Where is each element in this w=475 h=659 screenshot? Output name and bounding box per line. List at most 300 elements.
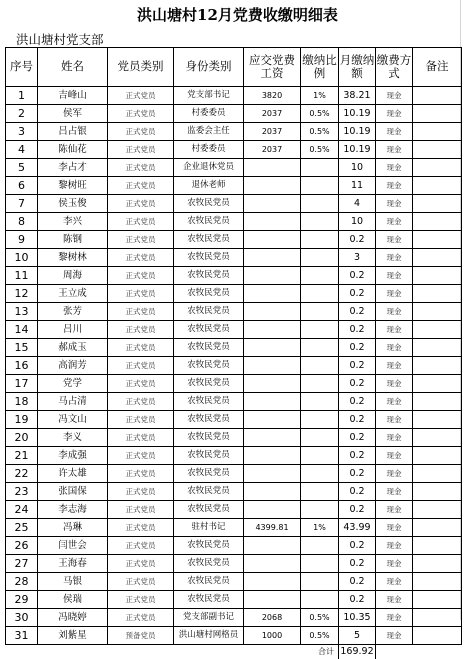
row-seq: 23 bbox=[6, 483, 38, 501]
table-row bbox=[6, 393, 462, 411]
row-name: 马银 bbox=[38, 573, 108, 591]
table-row bbox=[6, 141, 462, 159]
row-note bbox=[413, 303, 462, 321]
row-member-type: 正式党员 bbox=[108, 87, 174, 105]
row-identity: 农牧民党员 bbox=[174, 375, 244, 393]
row-name: 刘紫星 bbox=[38, 627, 108, 645]
row-name: 吕川 bbox=[38, 321, 108, 339]
row-wage bbox=[244, 375, 301, 393]
row-wage bbox=[244, 285, 301, 303]
row-member-type: 正式党员 bbox=[108, 195, 174, 213]
table-row bbox=[6, 357, 462, 375]
row-name: 李志海 bbox=[38, 501, 108, 519]
header-name: 姓名 bbox=[38, 48, 108, 87]
row-monthly-fee: 38.21 bbox=[339, 87, 376, 105]
total-row bbox=[6, 645, 462, 659]
row-member-type: 正式党员 bbox=[108, 357, 174, 375]
row-seq: 28 bbox=[6, 573, 38, 591]
row-monthly-fee: 10 bbox=[339, 213, 376, 231]
row-pay-method: 现金 bbox=[376, 195, 413, 213]
row-member-type: 正式党员 bbox=[108, 537, 174, 555]
table-row bbox=[6, 213, 462, 231]
row-member-type: 正式党员 bbox=[108, 159, 174, 177]
row-identity: 农牧民党员 bbox=[174, 231, 244, 249]
row-pay-method: 现金 bbox=[376, 465, 413, 483]
row-pay-method: 现金 bbox=[376, 303, 413, 321]
row-seq: 21 bbox=[6, 447, 38, 465]
row-rate bbox=[301, 465, 339, 483]
row-seq: 6 bbox=[6, 177, 38, 195]
row-pay-method: 现金 bbox=[376, 105, 413, 123]
row-identity: 农牧民党员 bbox=[174, 555, 244, 573]
row-name: 吉峰山 bbox=[38, 87, 108, 105]
row-identity: 农牧民党员 bbox=[174, 573, 244, 591]
row-name: 闫世会 bbox=[38, 537, 108, 555]
table-row bbox=[6, 447, 462, 465]
row-seq: 30 bbox=[6, 609, 38, 627]
row-wage bbox=[244, 537, 301, 555]
row-pay-method: 现金 bbox=[376, 123, 413, 141]
row-name: 吕占银 bbox=[38, 123, 108, 141]
row-monthly-fee: 0.2 bbox=[339, 537, 376, 555]
row-note bbox=[413, 411, 462, 429]
table-row bbox=[6, 411, 462, 429]
row-rate bbox=[301, 537, 339, 555]
row-name: 张芳 bbox=[38, 303, 108, 321]
row-note bbox=[413, 177, 462, 195]
row-member-type: 正式党员 bbox=[108, 483, 174, 501]
row-pay-method: 现金 bbox=[376, 357, 413, 375]
row-identity: 农牧民党员 bbox=[174, 249, 244, 267]
table-row bbox=[6, 177, 462, 195]
row-wage bbox=[244, 357, 301, 375]
row-pay-method: 现金 bbox=[376, 591, 413, 609]
row-identity: 农牧民党员 bbox=[174, 267, 244, 285]
row-member-type: 正式党员 bbox=[108, 141, 174, 159]
row-monthly-fee: 11 bbox=[339, 177, 376, 195]
row-note bbox=[413, 159, 462, 177]
row-note bbox=[413, 447, 462, 465]
table-row bbox=[6, 591, 462, 609]
row-seq: 15 bbox=[6, 339, 38, 357]
table-row bbox=[6, 105, 462, 123]
table-row bbox=[6, 483, 462, 501]
row-member-type: 正式党员 bbox=[108, 177, 174, 195]
row-note bbox=[413, 213, 462, 231]
row-monthly-fee: 3 bbox=[339, 249, 376, 267]
row-wage: 3820 bbox=[244, 87, 301, 105]
row-pay-method: 现金 bbox=[376, 609, 413, 627]
table-row bbox=[6, 555, 462, 573]
row-seq: 7 bbox=[6, 195, 38, 213]
row-rate bbox=[301, 573, 339, 591]
row-monthly-fee: 0.2 bbox=[339, 321, 376, 339]
dues-table bbox=[5, 47, 462, 659]
row-seq: 27 bbox=[6, 555, 38, 573]
row-identity: 农牧民党员 bbox=[174, 195, 244, 213]
row-seq: 29 bbox=[6, 591, 38, 609]
row-member-type: 预备党员 bbox=[108, 627, 174, 645]
row-pay-method: 现金 bbox=[376, 177, 413, 195]
row-rate: 0.5% bbox=[301, 105, 339, 123]
row-seq: 12 bbox=[6, 285, 38, 303]
row-seq: 11 bbox=[6, 267, 38, 285]
row-pay-method: 现金 bbox=[376, 537, 413, 555]
row-member-type: 正式党员 bbox=[108, 267, 174, 285]
row-identity: 监委会主任 bbox=[174, 123, 244, 141]
row-wage bbox=[244, 555, 301, 573]
row-identity: 农牧民党员 bbox=[174, 501, 244, 519]
row-identity: 农牧民党员 bbox=[174, 393, 244, 411]
row-rate bbox=[301, 591, 339, 609]
row-rate bbox=[301, 177, 339, 195]
row-note bbox=[413, 141, 462, 159]
row-identity: 农牧民党员 bbox=[174, 339, 244, 357]
row-pay-method: 现金 bbox=[376, 573, 413, 591]
row-monthly-fee: 10.35 bbox=[339, 609, 376, 627]
table-row bbox=[6, 159, 462, 177]
row-monthly-fee: 0.2 bbox=[339, 375, 376, 393]
row-monthly-fee: 10.19 bbox=[339, 105, 376, 123]
row-rate: 1% bbox=[301, 87, 339, 105]
row-member-type: 正式党员 bbox=[108, 573, 174, 591]
header-monthly: 月缴纳额 bbox=[339, 48, 376, 87]
table-row bbox=[6, 339, 462, 357]
header-row bbox=[6, 48, 462, 87]
row-rate bbox=[301, 501, 339, 519]
row-pay-method: 现金 bbox=[376, 447, 413, 465]
row-seq: 8 bbox=[6, 213, 38, 231]
row-rate bbox=[301, 213, 339, 231]
table-row bbox=[6, 465, 462, 483]
row-seq: 19 bbox=[6, 411, 38, 429]
row-monthly-fee: 0.2 bbox=[339, 483, 376, 501]
row-monthly-fee: 5 bbox=[339, 627, 376, 645]
row-wage: 2037 bbox=[244, 105, 301, 123]
row-monthly-fee: 0.2 bbox=[339, 429, 376, 447]
row-note bbox=[413, 429, 462, 447]
row-wage: 1000 bbox=[244, 627, 301, 645]
row-identity: 退休老师 bbox=[174, 177, 244, 195]
row-seq: 24 bbox=[6, 501, 38, 519]
row-identity: 农牧民党员 bbox=[174, 303, 244, 321]
row-rate bbox=[301, 267, 339, 285]
row-note bbox=[413, 573, 462, 591]
row-member-type: 正式党员 bbox=[108, 375, 174, 393]
row-note bbox=[413, 609, 462, 627]
row-name: 李兴 bbox=[38, 213, 108, 231]
row-name: 陈钢 bbox=[38, 231, 108, 249]
header-wage: 应交党费工资 bbox=[244, 48, 301, 87]
row-member-type: 正式党员 bbox=[108, 321, 174, 339]
row-member-type: 正式党员 bbox=[108, 555, 174, 573]
row-wage bbox=[244, 339, 301, 357]
row-monthly-fee: 0.2 bbox=[339, 573, 376, 591]
row-member-type: 正式党员 bbox=[108, 501, 174, 519]
table-row bbox=[6, 627, 462, 645]
row-seq: 2 bbox=[6, 105, 38, 123]
row-rate bbox=[301, 357, 339, 375]
row-note bbox=[413, 195, 462, 213]
row-name: 张国保 bbox=[38, 483, 108, 501]
row-name: 李占才 bbox=[38, 159, 108, 177]
row-wage bbox=[244, 573, 301, 591]
row-rate bbox=[301, 159, 339, 177]
row-seq: 4 bbox=[6, 141, 38, 159]
header-identity: 身份类别 bbox=[174, 48, 244, 87]
row-monthly-fee: 0.2 bbox=[339, 357, 376, 375]
row-pay-method: 现金 bbox=[376, 249, 413, 267]
row-wage bbox=[244, 213, 301, 231]
row-monthly-fee: 0.2 bbox=[339, 411, 376, 429]
row-name: 黎树林 bbox=[38, 249, 108, 267]
row-wage bbox=[244, 465, 301, 483]
row-rate bbox=[301, 249, 339, 267]
row-note bbox=[413, 537, 462, 555]
row-seq: 22 bbox=[6, 465, 38, 483]
row-wage bbox=[244, 429, 301, 447]
table-row bbox=[6, 537, 462, 555]
row-pay-method: 现金 bbox=[376, 555, 413, 573]
row-identity: 农牧民党员 bbox=[174, 357, 244, 375]
row-wage: 2037 bbox=[244, 141, 301, 159]
row-member-type: 正式党员 bbox=[108, 393, 174, 411]
row-name: 高润芳 bbox=[38, 357, 108, 375]
row-name: 王立成 bbox=[38, 285, 108, 303]
row-rate: 0.5% bbox=[301, 141, 339, 159]
row-identity: 企业退休党员 bbox=[174, 159, 244, 177]
table-row bbox=[6, 195, 462, 213]
row-rate bbox=[301, 339, 339, 357]
row-note bbox=[413, 501, 462, 519]
row-rate bbox=[301, 429, 339, 447]
row-pay-method: 现金 bbox=[376, 429, 413, 447]
header-note: 备注 bbox=[413, 48, 462, 87]
row-monthly-fee: 0.2 bbox=[339, 231, 376, 249]
row-name: 许太雄 bbox=[38, 465, 108, 483]
header-member-type: 党员类别 bbox=[108, 48, 174, 87]
row-wage bbox=[244, 267, 301, 285]
header-rate: 缴纳比例 bbox=[301, 48, 339, 87]
row-monthly-fee: 0.2 bbox=[339, 465, 376, 483]
row-seq: 20 bbox=[6, 429, 38, 447]
row-member-type: 正式党员 bbox=[108, 231, 174, 249]
row-seq: 13 bbox=[6, 303, 38, 321]
row-pay-method: 现金 bbox=[376, 285, 413, 303]
row-identity: 党支部副书记 bbox=[174, 609, 244, 627]
row-note bbox=[413, 267, 462, 285]
row-note bbox=[413, 555, 462, 573]
row-identity: 农牧民党员 bbox=[174, 537, 244, 555]
row-identity: 驻村书记 bbox=[174, 519, 244, 537]
row-note bbox=[413, 591, 462, 609]
row-note bbox=[413, 249, 462, 267]
row-monthly-fee: 0.2 bbox=[339, 501, 376, 519]
total-value: 169.92 bbox=[339, 645, 376, 659]
row-identity: 党支部书记 bbox=[174, 87, 244, 105]
row-seq: 18 bbox=[6, 393, 38, 411]
table-row bbox=[6, 375, 462, 393]
row-wage bbox=[244, 501, 301, 519]
row-note bbox=[413, 321, 462, 339]
row-name: 党学 bbox=[38, 375, 108, 393]
row-member-type: 正式党员 bbox=[108, 519, 174, 537]
row-note bbox=[413, 465, 462, 483]
row-rate bbox=[301, 195, 339, 213]
row-rate bbox=[301, 447, 339, 465]
row-wage bbox=[244, 303, 301, 321]
row-name: 周海 bbox=[38, 267, 108, 285]
table-row bbox=[6, 267, 462, 285]
row-seq: 26 bbox=[6, 537, 38, 555]
row-member-type: 正式党员 bbox=[108, 339, 174, 357]
row-member-type: 正式党员 bbox=[108, 213, 174, 231]
row-seq: 3 bbox=[6, 123, 38, 141]
row-pay-method: 现金 bbox=[376, 141, 413, 159]
row-wage bbox=[244, 231, 301, 249]
row-monthly-fee: 10 bbox=[339, 159, 376, 177]
row-pay-method: 现金 bbox=[376, 375, 413, 393]
row-identity: 农牧民党员 bbox=[174, 447, 244, 465]
row-name: 冯晓婷 bbox=[38, 609, 108, 627]
row-note bbox=[413, 357, 462, 375]
row-monthly-fee: 0.2 bbox=[339, 393, 376, 411]
table-row bbox=[6, 501, 462, 519]
row-pay-method: 现金 bbox=[376, 321, 413, 339]
row-monthly-fee: 0.2 bbox=[339, 267, 376, 285]
row-monthly-fee: 4 bbox=[339, 195, 376, 213]
table-row bbox=[6, 429, 462, 447]
row-note bbox=[413, 519, 462, 537]
row-identity: 村委委员 bbox=[174, 105, 244, 123]
row-name: 冯文山 bbox=[38, 411, 108, 429]
row-note bbox=[413, 87, 462, 105]
row-note bbox=[413, 339, 462, 357]
row-rate: 0.5% bbox=[301, 627, 339, 645]
row-name: 李义 bbox=[38, 429, 108, 447]
row-identity: 农牧民党员 bbox=[174, 411, 244, 429]
row-member-type: 正式党员 bbox=[108, 429, 174, 447]
row-identity: 农牧民党员 bbox=[174, 429, 244, 447]
total-label: 合计 bbox=[6, 645, 339, 659]
row-member-type: 正式党员 bbox=[108, 123, 174, 141]
row-member-type: 正式党员 bbox=[108, 303, 174, 321]
row-rate bbox=[301, 285, 339, 303]
row-name: 马占清 bbox=[38, 393, 108, 411]
row-wage bbox=[244, 249, 301, 267]
row-rate: 0.5% bbox=[301, 123, 339, 141]
row-wage bbox=[244, 591, 301, 609]
row-wage bbox=[244, 321, 301, 339]
row-monthly-fee: 0.2 bbox=[339, 303, 376, 321]
row-monthly-fee: 10.19 bbox=[339, 123, 376, 141]
row-name: 侯军 bbox=[38, 105, 108, 123]
row-seq: 10 bbox=[6, 249, 38, 267]
row-rate bbox=[301, 321, 339, 339]
table-row bbox=[6, 321, 462, 339]
row-seq: 5 bbox=[6, 159, 38, 177]
row-name: 郝成玉 bbox=[38, 339, 108, 357]
row-identity: 农牧民党员 bbox=[174, 285, 244, 303]
row-note bbox=[413, 375, 462, 393]
row-pay-method: 现金 bbox=[376, 393, 413, 411]
row-rate bbox=[301, 375, 339, 393]
row-rate bbox=[301, 411, 339, 429]
row-note bbox=[413, 483, 462, 501]
row-name: 黎树旺 bbox=[38, 177, 108, 195]
row-rate bbox=[301, 231, 339, 249]
row-pay-method: 现金 bbox=[376, 159, 413, 177]
page-title: 洪山塘村12月党费收缴明细表 bbox=[0, 4, 475, 25]
row-rate bbox=[301, 483, 339, 501]
row-pay-method: 现金 bbox=[376, 267, 413, 285]
table-row bbox=[6, 231, 462, 249]
table-row bbox=[6, 87, 462, 105]
row-rate bbox=[301, 393, 339, 411]
row-name: 侯玉俊 bbox=[38, 195, 108, 213]
row-member-type: 正式党员 bbox=[108, 249, 174, 267]
row-wage bbox=[244, 195, 301, 213]
table-row bbox=[6, 123, 462, 141]
row-seq: 17 bbox=[6, 375, 38, 393]
row-identity: 农牧民党员 bbox=[174, 465, 244, 483]
row-monthly-fee: 0.2 bbox=[339, 339, 376, 357]
row-pay-method: 现金 bbox=[376, 627, 413, 645]
row-note bbox=[413, 105, 462, 123]
row-pay-method: 现金 bbox=[376, 483, 413, 501]
row-pay-method: 现金 bbox=[376, 213, 413, 231]
row-monthly-fee: 10.19 bbox=[339, 141, 376, 159]
row-seq: 14 bbox=[6, 321, 38, 339]
row-wage bbox=[244, 177, 301, 195]
row-pay-method: 现金 bbox=[376, 519, 413, 537]
row-note bbox=[413, 123, 462, 141]
row-seq: 1 bbox=[6, 87, 38, 105]
row-pay-method: 现金 bbox=[376, 411, 413, 429]
table-row bbox=[6, 573, 462, 591]
row-member-type: 正式党员 bbox=[108, 447, 174, 465]
row-member-type: 正式党员 bbox=[108, 591, 174, 609]
row-wage bbox=[244, 447, 301, 465]
row-rate: 0.5% bbox=[301, 609, 339, 627]
row-note bbox=[413, 231, 462, 249]
row-member-type: 正式党员 bbox=[108, 105, 174, 123]
row-monthly-fee: 0.2 bbox=[339, 285, 376, 303]
row-monthly-fee: 43.99 bbox=[339, 519, 376, 537]
row-wage: 2068 bbox=[244, 609, 301, 627]
row-member-type: 正式党员 bbox=[108, 465, 174, 483]
row-monthly-fee: 0.2 bbox=[339, 555, 376, 573]
row-name: 陈仙花 bbox=[38, 141, 108, 159]
row-wage: 4399.81 bbox=[244, 519, 301, 537]
row-member-type: 正式党员 bbox=[108, 609, 174, 627]
row-seq: 31 bbox=[6, 627, 38, 645]
row-identity: 村委委员 bbox=[174, 141, 244, 159]
row-note bbox=[413, 285, 462, 303]
header-method: 缴费方式 bbox=[376, 48, 413, 87]
row-wage bbox=[244, 159, 301, 177]
row-seq: 25 bbox=[6, 519, 38, 537]
header-seq: 序号 bbox=[6, 48, 38, 87]
row-wage bbox=[244, 483, 301, 501]
row-wage bbox=[244, 411, 301, 429]
row-member-type: 正式党员 bbox=[108, 411, 174, 429]
row-pay-method: 现金 bbox=[376, 87, 413, 105]
table-row bbox=[6, 285, 462, 303]
row-member-type: 正式党员 bbox=[108, 285, 174, 303]
table-row bbox=[6, 519, 462, 537]
row-identity: 农牧民党员 bbox=[174, 591, 244, 609]
